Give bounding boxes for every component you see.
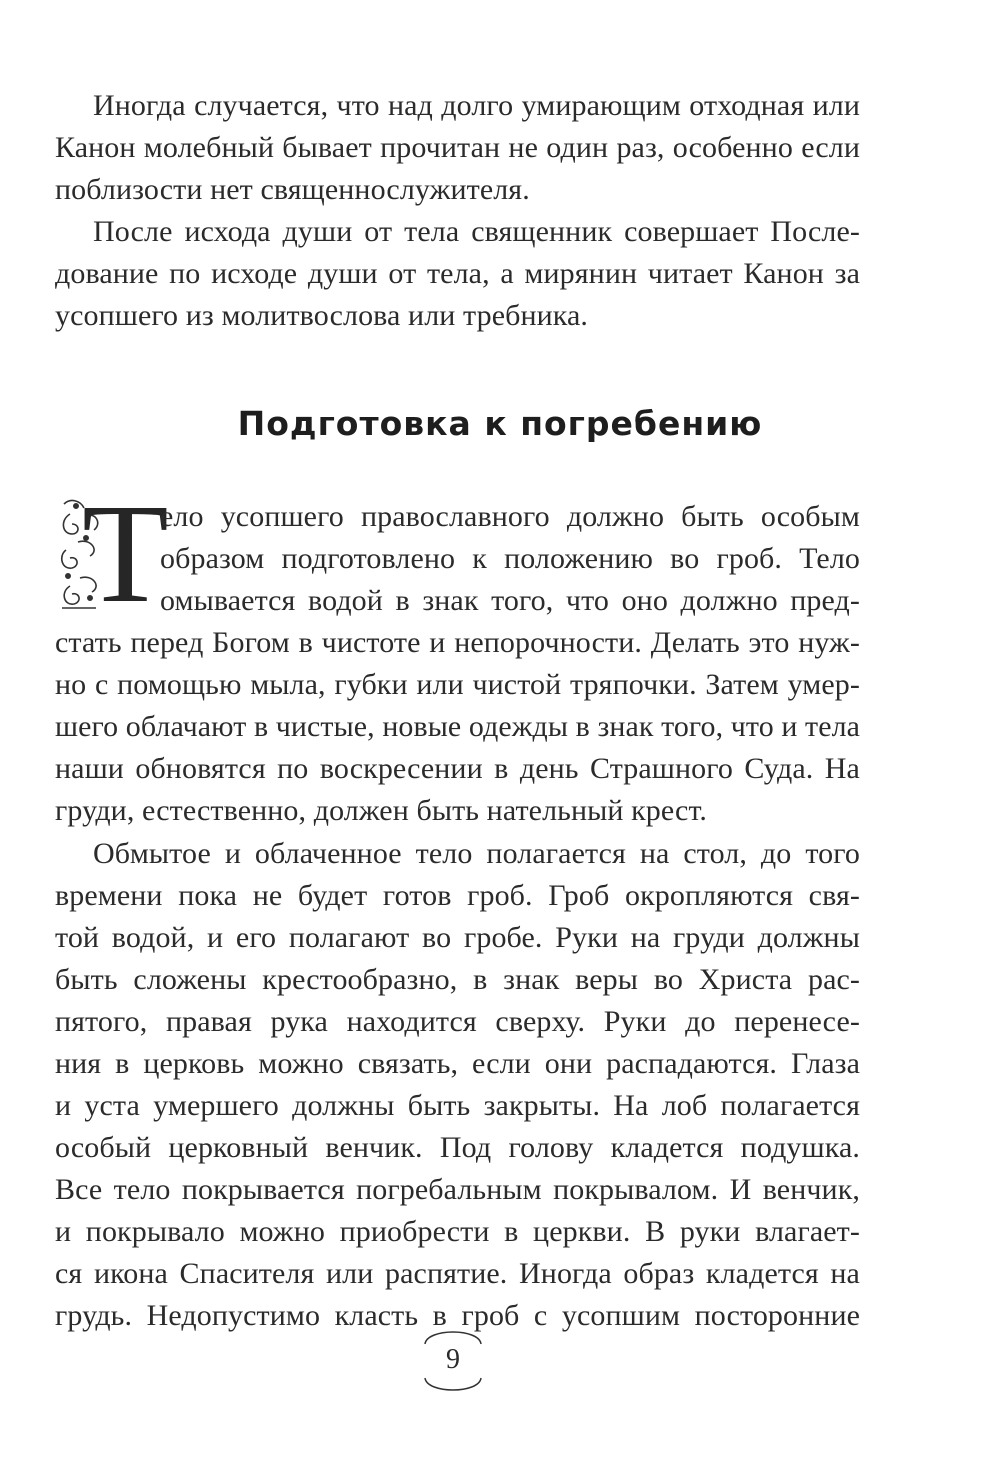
p2-line-6: ния в церковь можно связать, если они распадаются. Глаза: [55, 1047, 860, 1080]
intro-line-1: Иногда случается, что над долго умирающим отходная или: [93, 89, 860, 122]
dropcap: [56, 474, 169, 632]
p2-line-12: грудь. Недопустимо класть в гроб с усопшим посторонние: [55, 1299, 861, 1332]
page-number: 9: [446, 1344, 460, 1375]
p2-line-3: той водой, и его полагают во гробе. Руки на груди должны: [55, 921, 860, 954]
p2-line-9: Все тело покрывается погребальным покрывалом. И венчик,: [55, 1173, 860, 1206]
intro-line-3: поблизости нет священнослужителя.: [55, 173, 530, 206]
p2-line-10: и покрывало можно приобрести в церкви. В руки влагает-: [55, 1215, 860, 1248]
after-death-line-2: дование по исходе души от тела, а мирянин читает Канон за: [55, 257, 861, 290]
page-number-block: [413, 1322, 493, 1402]
p2-line-8: особый церковный венчик. Под голову кладется подушка.: [55, 1131, 860, 1164]
dropcap-letter: Т: [82, 474, 169, 632]
p1-line-5: но с помощью мыла, губки или чистой тряпочки. Затем умер-: [55, 668, 860, 701]
p1-line-1: ело усопшего православного должно быть особым: [160, 500, 860, 533]
p1-line-8: груди, естественно, должен быть нательный крест.: [55, 794, 708, 827]
section-title: Подготовка к погребению: [237, 404, 763, 443]
p2-line-11: ся икона Спасителя или распятие. Иногда образ кладется на: [55, 1257, 860, 1290]
p1-line-2: образом подготовлено к положению во гроб. Тело: [160, 542, 861, 575]
intro-line-2: Канон молебный бывает прочитан не один раз, особенно если: [55, 131, 861, 164]
p2-line-5: пятого, правая рука находится сверху. Руки до перенесе-: [55, 1005, 860, 1038]
p1-line-6: шего облачают в чистые, новые одежды в знак того, что и тела: [55, 710, 860, 743]
p1-line-7: наши обновятся по воскресении в день Страшного Суда. На: [55, 752, 860, 785]
p2-line-4: быть сложены крестообразно, в знак веры во Христа рас-: [55, 963, 861, 996]
p2-line-1: Обмытое и облаченное тело полагается на стол, до того: [93, 837, 861, 870]
p1-line-4: стать перед Богом в чистоте и непорочности. Делать это нуж-: [55, 626, 860, 659]
after-death-line-3: усопшего из молитвослова или требника.: [55, 299, 589, 332]
p2-line-2: времени пока не будет готов гроб. Гроб окропляются свя-: [55, 879, 860, 912]
p2-line-7: и уста умершего должны быть закрыты. На лоб полагается: [55, 1089, 860, 1122]
p1-line-3: омывается водой в знак того, что оно должно пред-: [160, 584, 860, 617]
after-death-line-1: После исхода души от тела священник совершает После-: [93, 215, 860, 248]
